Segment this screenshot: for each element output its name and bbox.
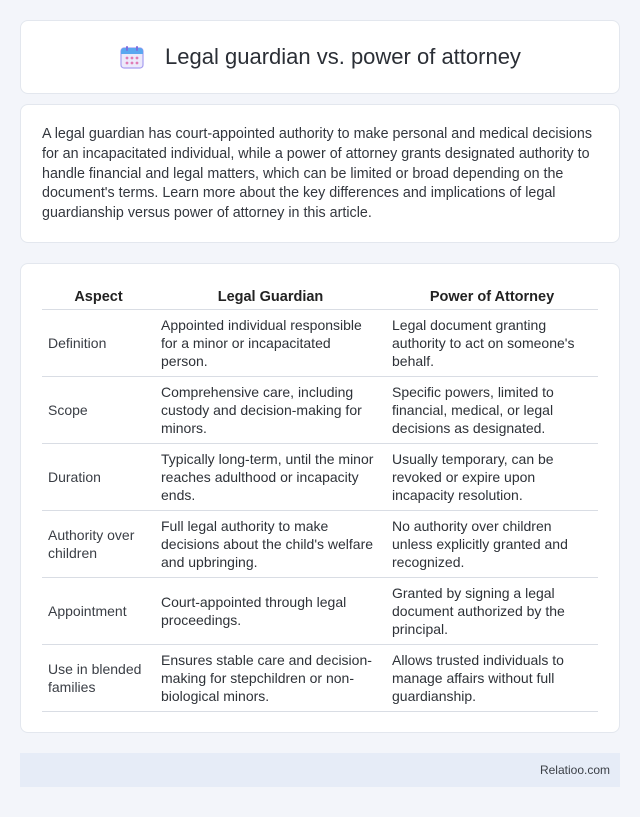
header-power-of-attorney: Power of Attorney [386, 284, 598, 309]
row-poa: Usually temporary, can be revoked or expire upon incapacity resolution. [386, 443, 598, 510]
table-row [42, 644, 598, 711]
table-row [42, 510, 598, 577]
table-row [42, 309, 598, 376]
row-poa: Allows trusted individuals to manage affairs without full guardianship. [386, 644, 598, 711]
intro-paragraph: A legal guardian has court-appointed authority to make personal and medical decisions for an incapacitated individual, while a power of attorney grants designated authority to handle financial and legal matters, which can be limited or broad depending on the document's terms. Learn more about the key differences and implications of legal guardianship versus power of attorney in this article. [42, 126, 592, 222]
row-poa: Legal document granting authority to act on someone's behalf. [386, 309, 598, 376]
row-aspect: Duration [42, 443, 155, 510]
footer-brand[interactable]: Relatioo.com [539, 763, 610, 777]
table-row [42, 577, 598, 644]
comparison-table [42, 284, 598, 712]
row-aspect: Definition [42, 309, 155, 376]
comparison-card [20, 263, 620, 733]
row-guardian: Appointed individual responsible for a minor or incapacitated person. [155, 309, 386, 376]
row-poa: Specific powers, limited to financial, medical, or legal decisions as designated. [386, 376, 598, 443]
row-aspect: Appointment [42, 577, 155, 644]
row-guardian: Typically long-term, until the minor reaches adulthood or incapacity ends. [155, 443, 386, 510]
row-poa: No authority over children unless explicitly granted and recognized. [386, 510, 598, 577]
intro-card [20, 104, 620, 243]
table-row [42, 376, 598, 443]
row-guardian: Court-appointed through legal proceedings. [155, 577, 386, 644]
row-guardian: Ensures stable care and decision-making for stepchildren or non-biological minors. [155, 644, 386, 711]
table-row [42, 443, 598, 510]
row-aspect: Scope [42, 376, 155, 443]
footer [20, 753, 620, 787]
row-aspect: Authority over children [42, 510, 155, 577]
row-guardian: Full legal authority to make decisions about the child's welfare and upbringing. [155, 510, 386, 577]
table-header-row [42, 284, 598, 309]
header-legal-guardian: Legal Guardian [155, 284, 386, 309]
header-aspect: Aspect [42, 284, 155, 309]
page-title: Legal guardian vs. power of attorney [165, 44, 521, 69]
title-card [20, 20, 620, 94]
row-aspect: Use in blended families [42, 644, 155, 711]
calendar-icon [119, 44, 145, 70]
row-guardian: Comprehensive care, including custody and decision-making for minors. [155, 376, 386, 443]
row-poa: Granted by signing a legal document authorized by the principal. [386, 577, 598, 644]
